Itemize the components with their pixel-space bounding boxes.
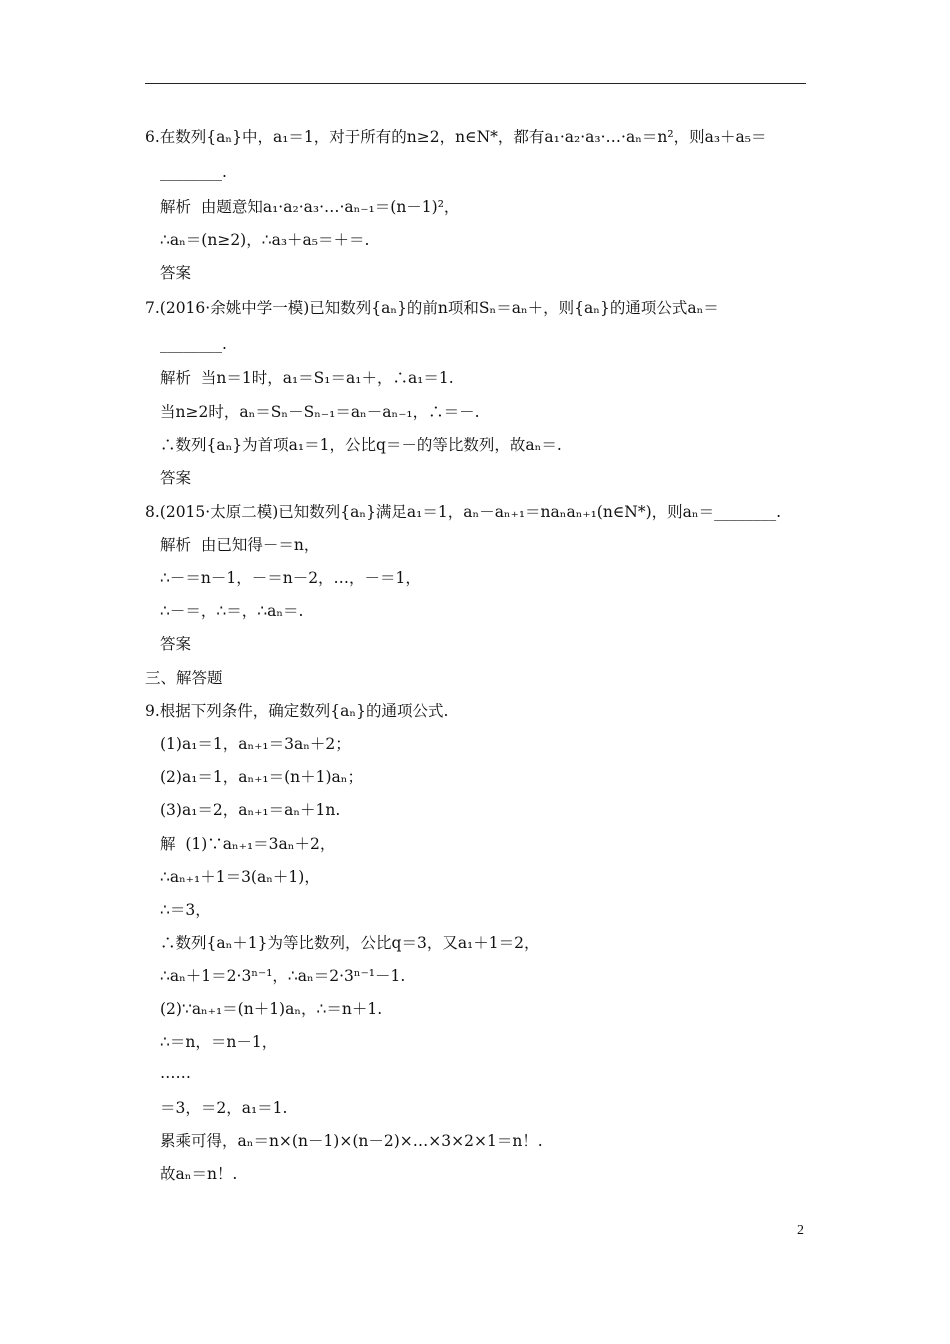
- header-rule: [145, 83, 806, 84]
- problem-7-analysis: 解析 当n＝1时，a₁＝S₁＝a₁＋，∴a₁＝1.: [160, 369, 454, 387]
- solution-1-result: ∴aₙ＋1＝2·3ⁿ⁻¹，∴aₙ＝2·3ⁿ⁻¹－1.: [160, 967, 406, 985]
- problem-8-answer: 答案: [160, 635, 192, 653]
- solution-2-product: 累乘可得，aₙ＝n×(n－1)×(n－2)×…×3×2×1＝n！.: [160, 1132, 543, 1150]
- problem-7-conclusion: ∴数列{aₙ}为首项a₁＝1，公比q＝－的等比数列，故aₙ＝.: [160, 436, 562, 454]
- solution-2-result: 故aₙ＝n！.: [160, 1165, 238, 1183]
- problem-6-answer: 答案: [160, 264, 192, 282]
- problem-7-answer-blank: ________.: [160, 335, 227, 353]
- problem-7-step-2: 当n≥2时，aₙ＝Sₙ－Sₙ₋₁＝aₙ－aₙ₋₁，∴＝－.: [160, 403, 480, 421]
- problem-8-statement: 8.(2015·太原二模)已知数列{aₙ}满足a₁＝1，aₙ－aₙ₊₁＝naₙaₙ₊₁(n∈N*)，则aₙ＝________.: [145, 503, 782, 521]
- solution-2-ellipsis: ……: [160, 1064, 191, 1082]
- problem-9-part-3: (3)a₁＝2，aₙ₊₁＝aₙ＋1n.: [160, 801, 341, 819]
- solution-2-step-2: ∴＝n，＝n－1，: [160, 1033, 278, 1051]
- problem-6-analysis: 解析 由题意知a₁·a₂·a₃·…·aₙ₋₁＝(n－1)²，: [160, 198, 460, 216]
- problem-8-conclusion: ∴－＝，∴＝，∴aₙ＝.: [160, 602, 304, 620]
- solution-2-start: (2)∵aₙ₊₁＝(n＋1)aₙ，∴＝n＋1.: [160, 1000, 383, 1018]
- problem-7-answer: 答案: [160, 469, 192, 487]
- problem-6-derivation: ∴aₙ＝(n≥2)，∴a₃＋a₅＝＋＝.: [160, 231, 370, 249]
- solution-1-start: 解 (1)∵aₙ₊₁＝3aₙ＋2，: [160, 835, 336, 853]
- page-number: 2: [797, 1223, 804, 1238]
- problem-8-step-2: ∴－＝n－1，－＝n－2，…，－＝1，: [160, 569, 421, 587]
- solution-1-step-2: ∴aₙ₊₁＋1＝3(aₙ＋1)，: [160, 868, 320, 886]
- problem-9-statement: 9.根据下列条件，确定数列{aₙ}的通项公式.: [145, 702, 449, 720]
- solution-1-step-3: ∴＝3，: [160, 901, 211, 919]
- problem-9-part-1: (1)a₁＝1，aₙ₊₁＝3aₙ＋2；: [160, 735, 351, 753]
- section-heading: 三、解答题: [145, 669, 223, 687]
- problem-7-statement: 7.(2016·余姚中学一模)已知数列{aₙ}的前n项和Sₙ＝aₙ＋，则{aₙ}的通项公式aₙ＝: [145, 299, 719, 317]
- problem-6-answer-blank: ________.: [160, 163, 227, 181]
- solution-1-step-4: ∴数列{aₙ＋1}为等比数列，公比q＝3，又a₁＋1＝2，: [160, 934, 540, 952]
- problem-9-part-2: (2)a₁＝1，aₙ₊₁＝(n＋1)aₙ；: [160, 768, 363, 786]
- problem-6-statement: 6.在数列{aₙ}中，a₁＝1，对于所有的n≥2，n∈N*，都有a₁·a₂·a₃·…·aₙ＝n²，则a₃＋a₅＝: [145, 128, 767, 146]
- solution-2-step-3: ＝3，＝2，a₁＝1.: [160, 1099, 288, 1117]
- problem-8-analysis: 解析 由已知得－＝n，: [160, 536, 320, 554]
